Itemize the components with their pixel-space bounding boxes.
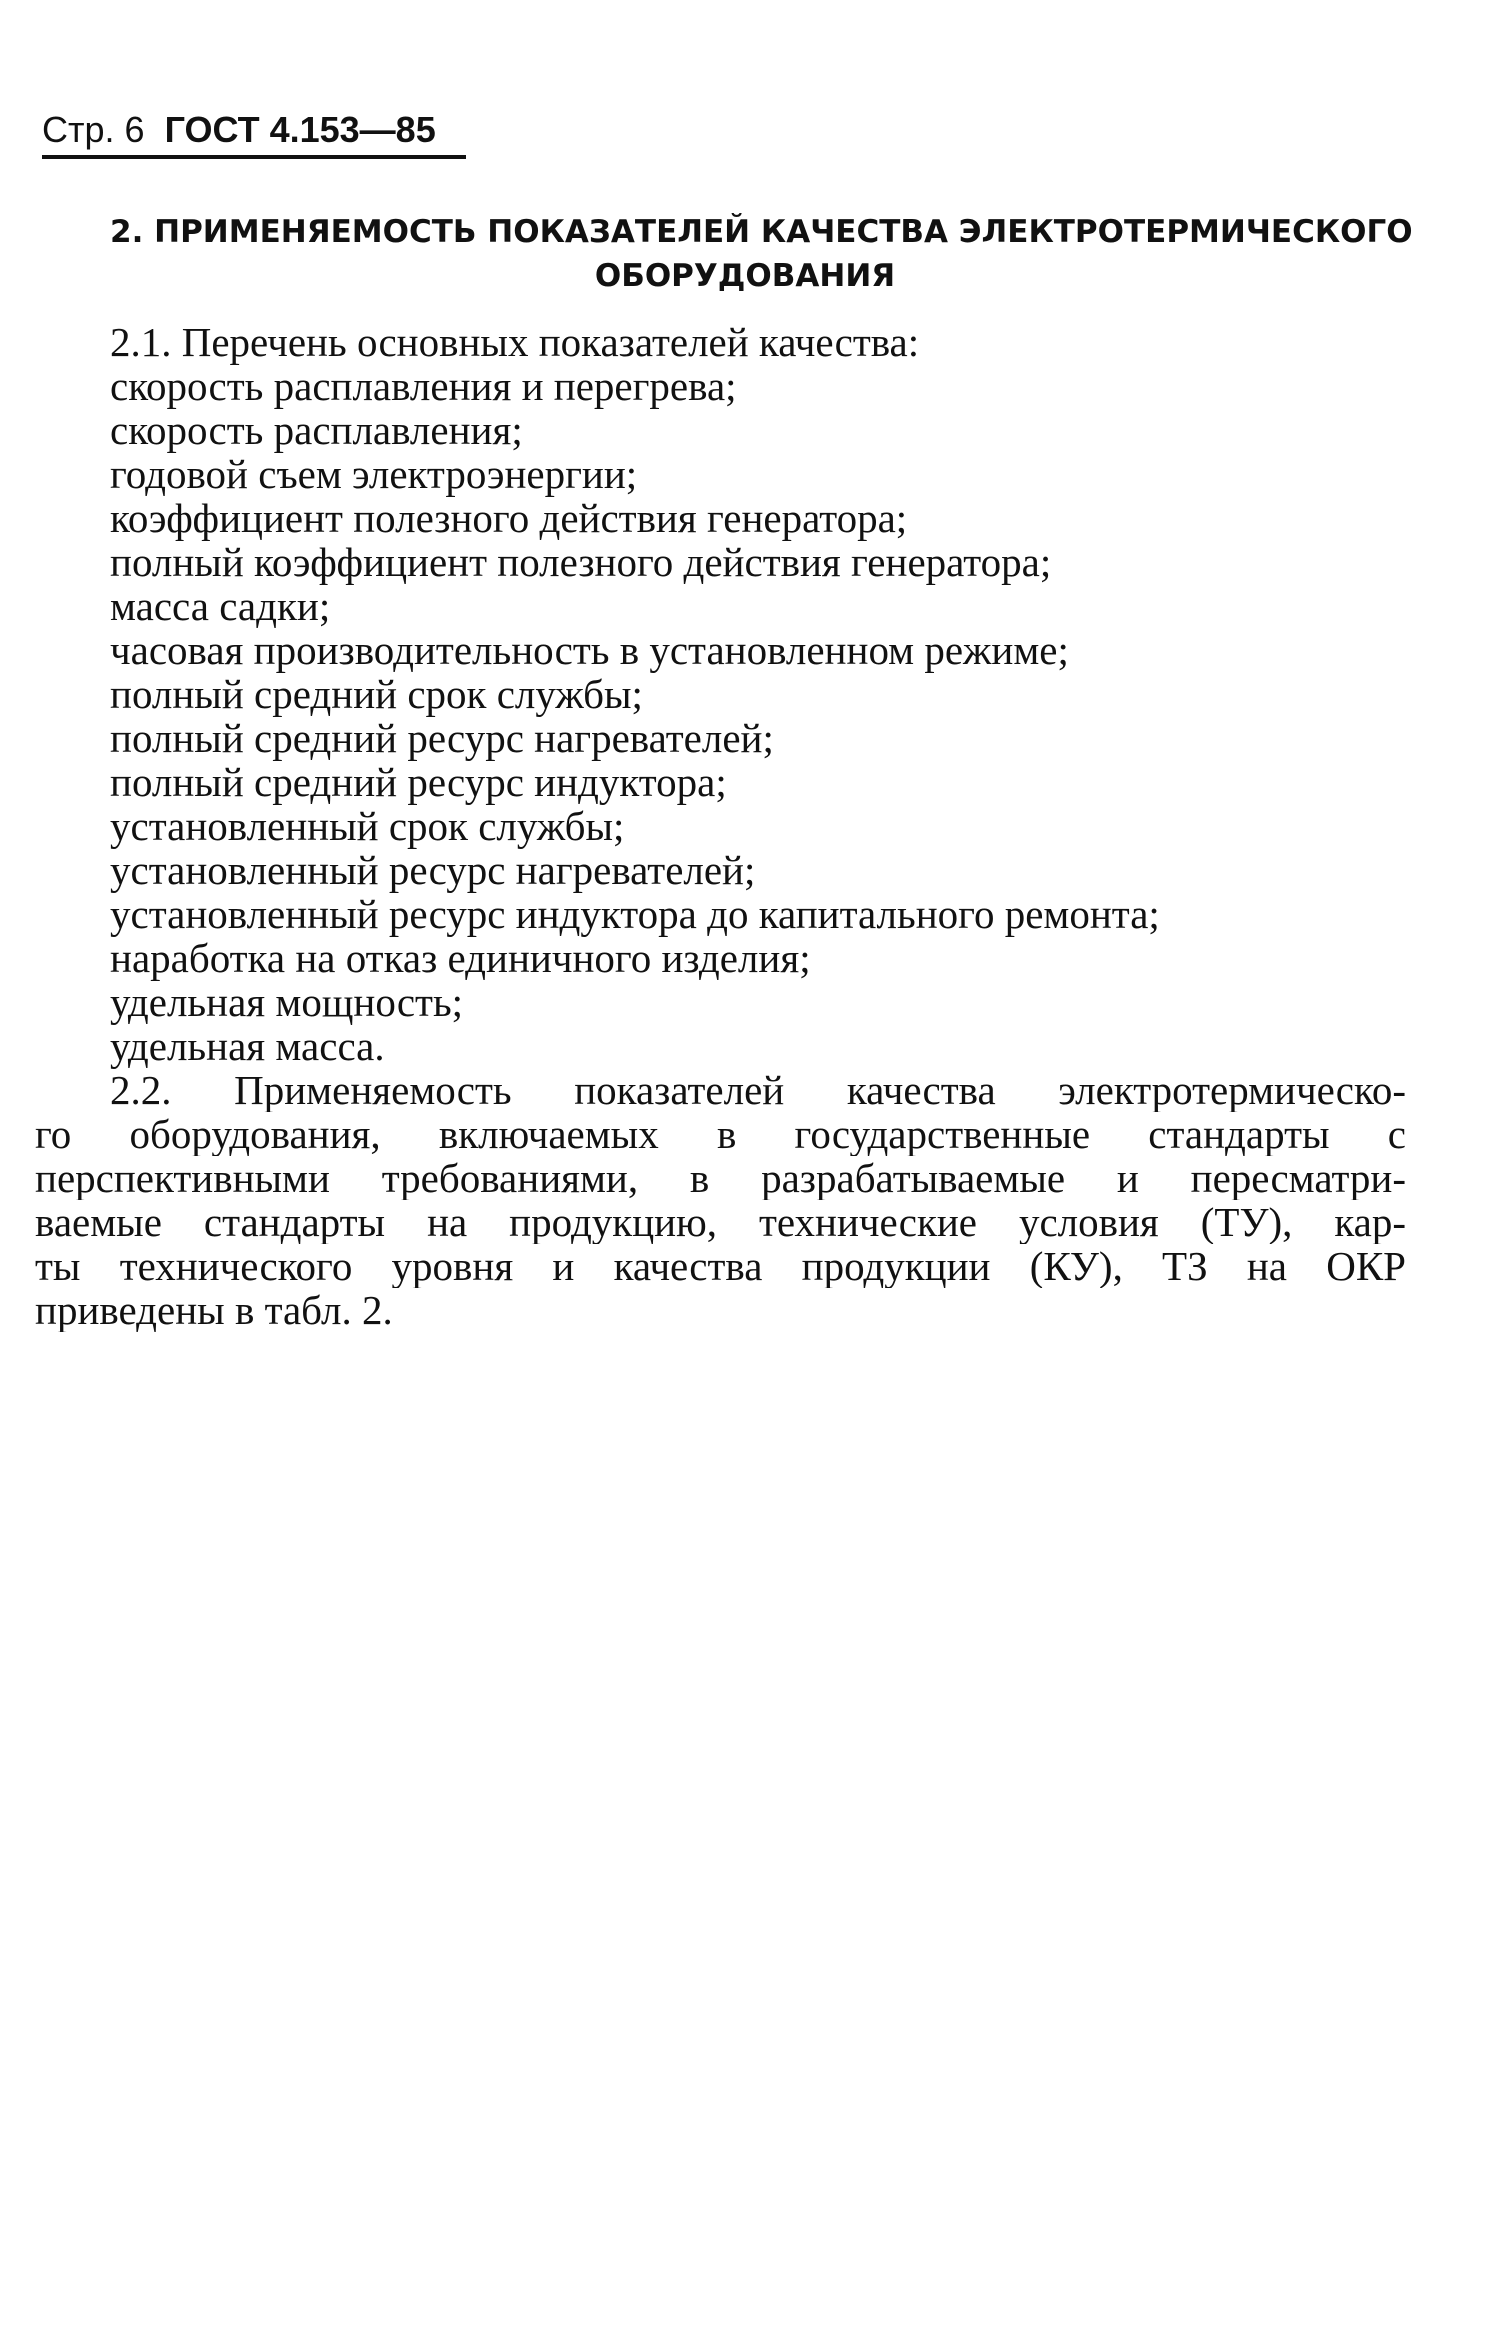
section-title-line-1: 2. ПРИМЕНЯЕМОСТЬ ПОКАЗАТЕЛЕЙ КАЧЕСТВА ЭЛЕКТРОТЕРМИЧЕСКОГО [110, 214, 1413, 250]
section-title [110, 210, 1413, 298]
clause-2-1-lead: 2.1. Перечень основных показателей качества: [110, 319, 920, 365]
list-item: полный средний срок службы; [110, 671, 643, 717]
header-rule [42, 155, 466, 159]
running-head [42, 108, 436, 152]
clause-2-2-paragraph [35, 1068, 1406, 1332]
list-item: годовой съем электроэнергии; [110, 451, 638, 497]
list-item: полный коэффициент полезного действия генератора; [110, 539, 1052, 585]
section-title-line-2: ОБОРУДОВАНИЯ [594, 258, 896, 294]
paragraph-line: перспективными требованиями, в разрабатываемые и пересматри- [35, 1156, 1406, 1200]
paragraph-line: приведены в табл. 2. [35, 1288, 393, 1332]
list-item: полный средний ресурс нагревателей; [110, 715, 774, 761]
list-item: скорость расплавления; [110, 407, 523, 453]
body-text [35, 319, 1406, 1332]
paragraph-line: ваемые стандарты на продукцию, технические условия (ТУ), кар- [35, 1200, 1406, 1244]
paragraph-line: ты технического уровня и качества продукции (КУ), ТЗ на ОКР [35, 1244, 1406, 1288]
list-item: скорость расплавления и перегрева; [110, 363, 737, 409]
list-item: масса садки; [110, 583, 331, 629]
paragraph-line: 2.2. Применяемость показателей качества электротермическо- [110, 1068, 1406, 1112]
page-number: Стр. 6 [42, 109, 145, 150]
paragraph-line: го оборудования, включаемых в государственные стандарты с [35, 1112, 1406, 1156]
list-item: удельная мощность; [110, 979, 464, 1025]
list-item: установленный срок службы; [110, 803, 625, 849]
list-item: коэффициент полезного действия генератора; [110, 495, 908, 541]
list-item: удельная масса. [110, 1023, 385, 1069]
list-item: установленный ресурс индуктора до капитального ремонта; [110, 891, 1160, 937]
standard-designation: ГОСТ 4.153—85 [164, 109, 436, 150]
list-item: наработка на отказ единичного изделия; [110, 935, 811, 981]
list-item: полный средний ресурс индуктора; [110, 759, 727, 805]
list-item: установленный ресурс нагревателей; [110, 847, 756, 893]
list-item: часовая производительность в установленном режиме; [110, 627, 1069, 673]
